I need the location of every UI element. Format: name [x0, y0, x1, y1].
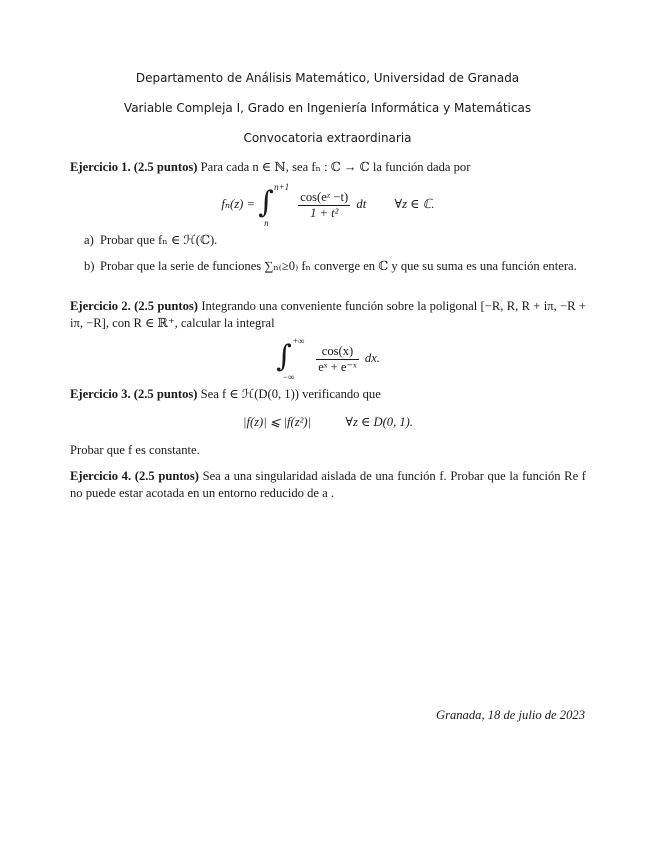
exercise-1-statement	[70, 159, 586, 176]
session-heading: Convocatoria extraordinaria	[243, 131, 412, 145]
exercise-2-int-upper: +∞	[292, 336, 305, 346]
exercise-3-eq: |f(z)| ⩽ |f(z²)|	[242, 415, 312, 429]
exercise-2-equation	[70, 336, 586, 382]
exercise-4-text: Sea a una singularidad aislada de una función f. Probar que la función Re f no puede estar acotada en un entorno reducido de a .	[70, 469, 586, 500]
exercise-1-eq-dt: dt	[356, 196, 367, 211]
integral-sign-icon: ∫ +∞ −∞	[276, 336, 305, 382]
exercise-4-title: Ejercicio 4.	[70, 469, 132, 483]
exercise-1-title: Ejercicio 1.	[70, 160, 131, 174]
exercise-1-item-a	[84, 232, 586, 248]
exercise-2-title: Ejercicio 2.	[70, 299, 131, 313]
exercise-3-text: Sea f ∈ ℋ(D(0, 1)) verificando que	[200, 387, 381, 401]
exercise-2-frac-num: cos(x)	[316, 344, 359, 360]
item-a-text: Probar que fₙ ∈ ℋ(ℂ).	[100, 233, 218, 247]
integral-sign-icon: ∫ n+1 n	[258, 182, 290, 228]
exercise-1-points: (2.5 puntos)	[133, 160, 198, 174]
exercise-1-frac-num: cos(eᶻ −t)	[300, 189, 349, 204]
exercise-2-fraction	[316, 344, 359, 375]
exercise-1-intro: Para cada n ∈ ℕ, sea fₙ : ℂ → ℂ la función dada por	[200, 160, 471, 174]
course-heading: Variable Compleja I, Grado en Ingeniería Informática y Matemáticas	[123, 101, 532, 115]
exercise-1-fraction	[298, 190, 350, 221]
exercise-3-points: (2.5 puntos)	[133, 387, 198, 401]
exercise-1-eq-lhs: fₙ(z) =	[221, 196, 255, 211]
exercise-2-eq-dx: dx.	[364, 350, 380, 365]
item-b-label: b)	[84, 259, 95, 273]
item-a-label: a)	[84, 233, 94, 247]
exercise-2-text: Integrando una conveniente función sobre la poligonal [−R, R, R + iπ, −R + iπ, −R], con R ∈ ℝ⁺, calcular la integral	[70, 299, 586, 330]
exercise-3-eq-quant: ∀z ∈ D(0, 1).	[345, 415, 414, 429]
exercise-1-item-b	[84, 258, 586, 274]
place-date: Granada, 18 de julio de 2023	[435, 708, 585, 722]
exercise-1-equation	[70, 182, 586, 228]
department-heading: Departamento de Análisis Matemático, Universidad de Granada	[135, 71, 520, 85]
exercise-3-statement	[70, 386, 586, 403]
exercise-1-frac-den: 1 + t²	[310, 205, 339, 220]
exercise-2-frac-den: eˣ + e⁻ˣ	[318, 359, 357, 374]
exercise-1-int-lower: n	[264, 218, 269, 228]
exercise-2-points: (2.5 puntos)	[134, 299, 198, 313]
exercise-1-int-upper: n+1	[274, 182, 290, 192]
exercise-4-points: (2.5 puntos)	[134, 469, 199, 483]
exercise-1-eq-quant: ∀z ∈ ℂ.	[394, 196, 435, 211]
exercise-3-conclusion: Probar que f es constante.	[70, 443, 200, 457]
exercise-3-title: Ejercicio 3.	[70, 387, 131, 401]
item-b-text: Probar que la serie de funciones ∑ₙ₍≥0₎ fₙ converge en ℂ y que su suma es una función entera.	[100, 259, 577, 273]
exercise-4-statement	[70, 468, 586, 502]
exercise-2-int-lower: −∞	[282, 372, 295, 382]
exercise-2-statement	[70, 298, 586, 332]
exercise-3-equation	[70, 414, 586, 430]
